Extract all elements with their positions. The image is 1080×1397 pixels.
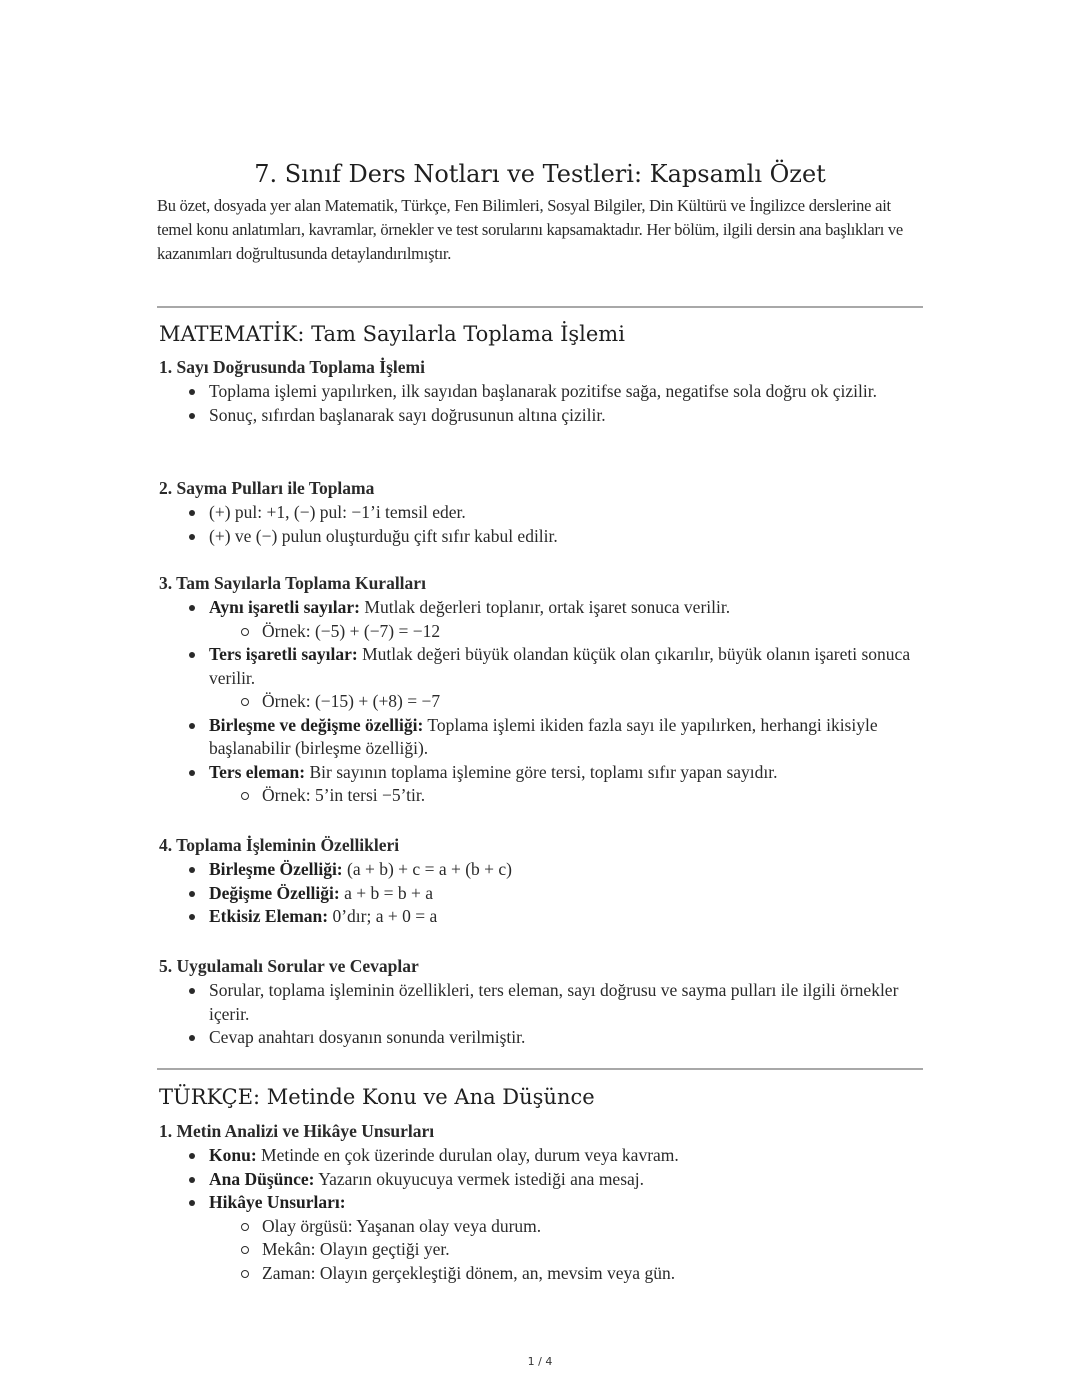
sub-list-item: Zaman: Olayın gerçekleştiği dönem, an, mevsim veya gün. xyxy=(159,1262,923,1286)
list-item xyxy=(159,596,923,643)
example-item: Örnek: (−5) + (−7) = −12 xyxy=(159,620,923,644)
subsection-title: 2. Sayma Pulları ile Toplama xyxy=(159,478,375,498)
term-label: Birleşme Özelliği: xyxy=(209,859,343,879)
term-label: Değişme Özelliği: xyxy=(209,882,340,903)
term-text: 0’dır; a + 0 = a xyxy=(328,906,438,926)
list-item xyxy=(159,1168,923,1192)
document-title: 7. Sınıf Ders Notları ve Testleri: Kapsamlı Özet xyxy=(254,160,826,188)
turkish-section-heading: TÜRKÇE: Metinde Konu ve Ana Düşünce xyxy=(159,1085,595,1109)
term-text: Bir sayının toplama işlemine göre tersi, toplamı sıfır yapan sayıdır. xyxy=(305,761,778,782)
list-item xyxy=(159,761,923,808)
section-divider xyxy=(157,1068,923,1070)
example-item: Örnek: (−15) + (+8) = −7 xyxy=(159,690,923,714)
list-item xyxy=(159,858,923,882)
math-subsection-4 xyxy=(159,832,923,929)
math-subsection-1 xyxy=(159,354,923,427)
term-label: Ters eleman: xyxy=(209,761,306,782)
subsection-title: 5. Uygulamalı Sorular ve Cevaplar xyxy=(159,956,419,976)
list-item xyxy=(159,714,923,761)
turkish-subsection-1 xyxy=(159,1118,923,1285)
sub-list-item: Olay örgüsü: Yaşanan olay veya durum. xyxy=(159,1215,923,1239)
term-text: Metinde en çok üzerinde durulan olay, durum veya kavram. xyxy=(256,1145,679,1165)
term-text: Mutlak değerleri toplanır, ortak işaret sonuca verilir. xyxy=(360,597,731,617)
subsection-title: 1. Metin Analizi ve Hikâye Unsurları xyxy=(159,1121,435,1141)
math-subsection-2 xyxy=(159,475,923,548)
list-item: Sorular, toplama işleminin özellikleri, ters eleman, sayı doğrusu ve sayma pulları ile ilgili örnekler içerir. xyxy=(159,979,923,1026)
list-item xyxy=(159,905,923,929)
term-text: (a + b) + c = a + (b + c) xyxy=(342,859,512,879)
intro-paragraph: Bu özet, dosyada yer alan Matematik, Türkçe, Fen Bilimleri, Sosyal Bilgiler, Din Kültürü ve İngilizce derslerine ait temel konu anlatımları, kavramlar, örnekler ve test sorularını kapsamaktadır. Her bölüm, ilgili dersin ana başlıkları ve kazanımları doğrultusunda detaylandırılmıştır. xyxy=(157,196,903,263)
list-item xyxy=(159,882,923,906)
math-subsection-3 xyxy=(159,570,923,808)
term-label: Hikâye Unsurları: xyxy=(209,1192,346,1212)
list-item xyxy=(159,643,923,714)
term-label: Ters işaretli sayılar: xyxy=(209,644,358,664)
term-text: Toplama işlemi ikiden fazla sayı ile yapılırken, herhangi ikisiyle başlanabilir (birleşme özelliği). xyxy=(209,714,878,758)
list-item: Cevap anahtarı dosyanın sonunda verilmiştir. xyxy=(159,1026,923,1050)
list-item xyxy=(159,1144,923,1168)
term-text: Mutlak değeri büyük olandan küçük olan çıkarılır, büyük olanın işareti sonuca verilir. xyxy=(209,644,911,688)
term-text: a + b = b + a xyxy=(339,882,434,903)
example-item: Örnek: 5’in tersi −5’tir. xyxy=(159,784,923,808)
term-label: Aynı işaretli sayılar: xyxy=(209,597,361,617)
list-item xyxy=(159,1191,923,1285)
list-item: Sonuç, sıfırdan başlanarak sayı doğrusunun altına çizilir. xyxy=(159,404,923,428)
list-item: (+) ve (−) pulun oluşturduğu çift sıfır kabul edilir. xyxy=(159,525,923,549)
term-label: Etkisiz Eleman: xyxy=(209,906,329,926)
subsection-title: 3. Tam Sayılarla Toplama Kuralları xyxy=(159,573,426,593)
list-item: (+) pul: +1, (−) pul: −1’i temsil eder. xyxy=(159,501,923,525)
page-number: 1 / 4 xyxy=(527,1355,553,1368)
term-text: Yazarın okuyucuya vermek istediği ana mesaj. xyxy=(314,1168,645,1189)
term-label: Konu: xyxy=(209,1145,257,1165)
subsection-title: 1. Sayı Doğrusunda Toplama İşlemi xyxy=(159,357,425,377)
math-subsection-5 xyxy=(159,953,923,1050)
section-divider xyxy=(157,306,923,308)
math-section-heading: MATEMATİK: Tam Sayılarla Toplama İşlemi xyxy=(159,322,625,346)
list-item: Toplama işlemi yapılırken, ilk sayıdan başlanarak pozitifse sağa, negatifse sola doğru ok çizilir. xyxy=(159,380,923,404)
sub-list-item: Mekân: Olayın geçtiği yer. xyxy=(159,1238,923,1262)
term-label: Birleşme ve değişme özelliği: xyxy=(209,714,424,735)
subsection-title: 4. Toplama İşleminin Özellikleri xyxy=(159,835,400,855)
term-label: Ana Düşünce: xyxy=(209,1168,315,1189)
